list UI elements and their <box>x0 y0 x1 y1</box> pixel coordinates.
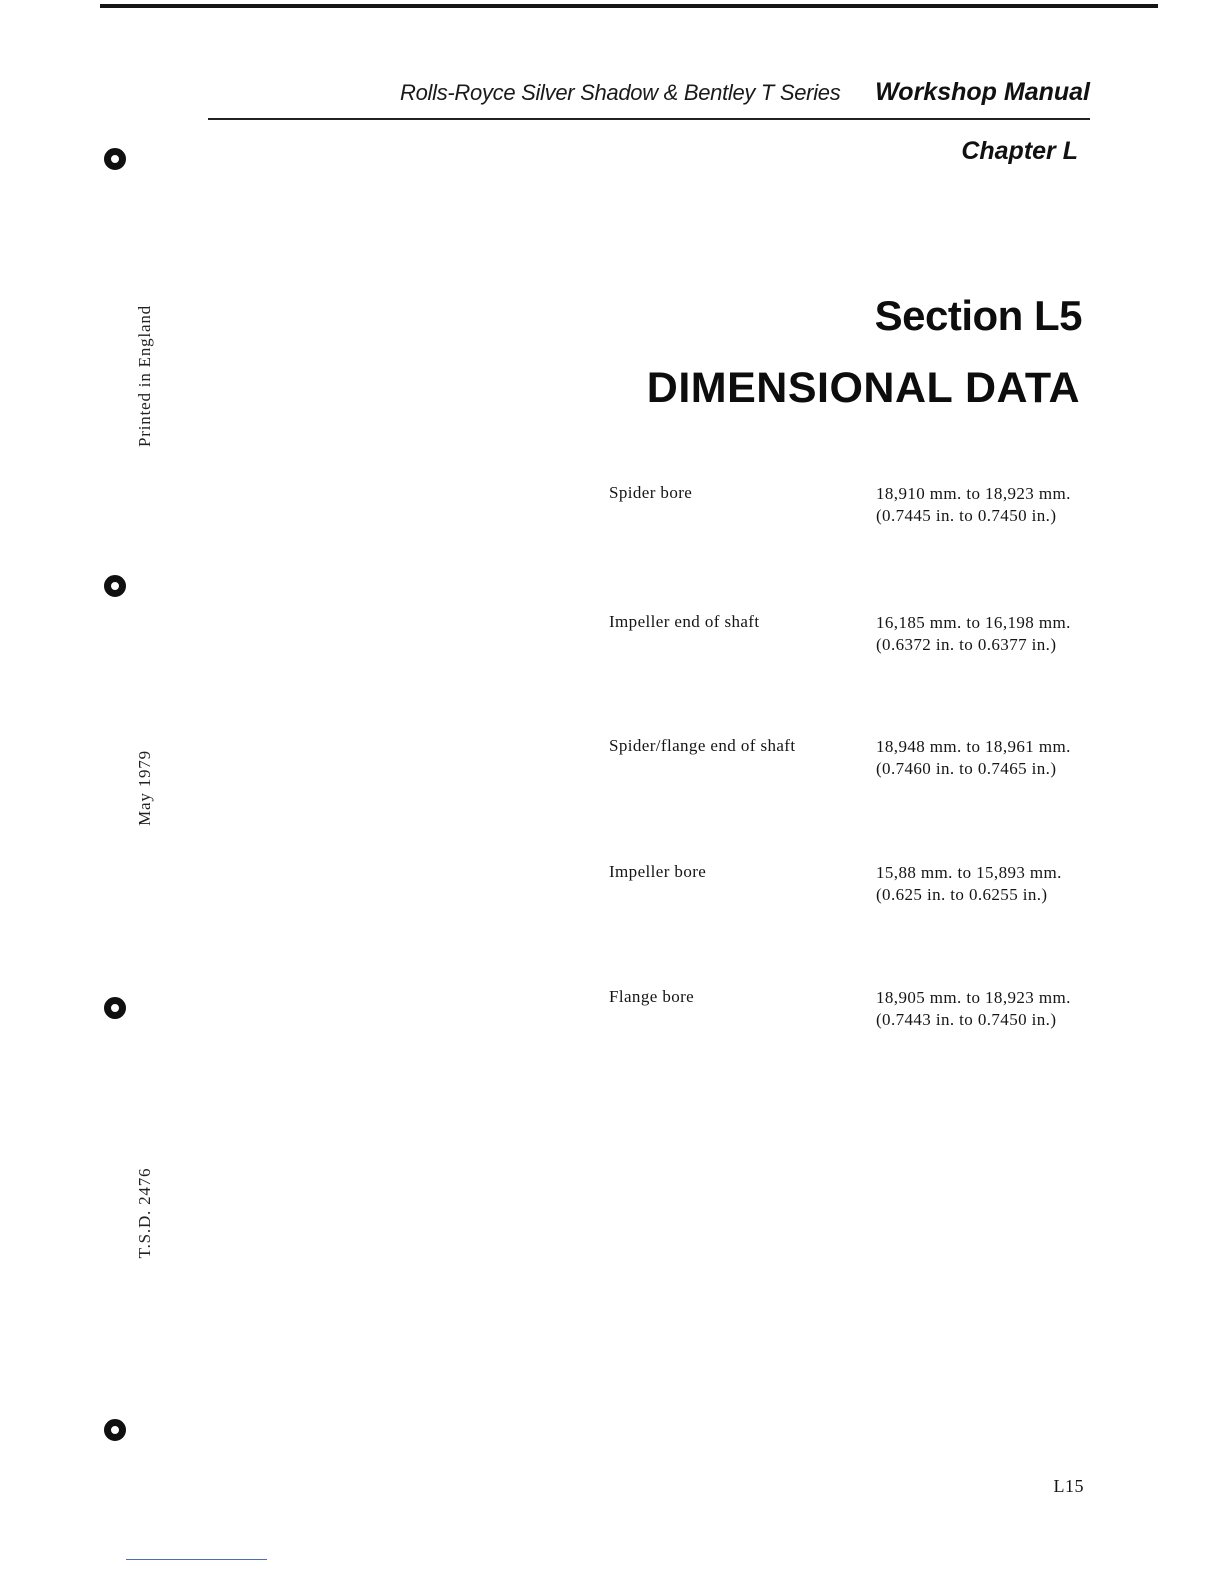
imperial-value: (0.625 in. to 0.6255 in.) <box>876 885 1048 904</box>
punch-hole-icon <box>104 1419 126 1441</box>
punch-hole-icon <box>104 997 126 1019</box>
header-rule <box>208 118 1090 120</box>
data-row-label: Impeller bore <box>609 862 707 881</box>
data-row-values <box>876 483 1071 527</box>
data-row-label: Spider bore <box>609 483 693 502</box>
imperial-value: (0.7460 in. to 0.7465 in.) <box>876 759 1057 778</box>
metric-value: 18,910 mm. to 18,923 mm. <box>876 484 1071 503</box>
section-title: DIMENSIONAL DATA <box>646 364 1080 412</box>
data-row-label: Flange bore <box>609 987 695 1006</box>
printed-in-note: Printed in England <box>135 305 154 447</box>
punch-hole-icon <box>104 575 126 597</box>
punch-hole-icon <box>104 148 126 170</box>
bottom-link-underline <box>126 1559 267 1560</box>
top-edge-rule <box>100 4 1158 8</box>
data-row-impeller-bore <box>609 862 1089 912</box>
data-row-label: Impeller end of shaft <box>609 612 760 631</box>
data-row-label: Spider/flange end of shaft <box>609 736 796 755</box>
metric-value: 16,185 mm. to 16,198 mm. <box>876 613 1071 632</box>
data-row-values <box>876 736 1071 780</box>
data-row-spider-bore <box>609 483 1089 533</box>
chapter-label: Chapter L <box>961 137 1078 165</box>
metric-value: 18,948 mm. to 18,961 mm. <box>876 737 1071 756</box>
imperial-value: (0.7443 in. to 0.7450 in.) <box>876 1010 1057 1029</box>
manual-header-label: Workshop Manual <box>875 78 1090 106</box>
issue-date-note: May 1979 <box>135 750 154 826</box>
page-number: L15 <box>1053 1476 1084 1496</box>
data-row-values <box>876 987 1071 1031</box>
metric-value: 15,88 mm. to 15,893 mm. <box>876 863 1062 882</box>
imperial-value: (0.7445 in. to 0.7450 in.) <box>876 506 1057 525</box>
data-row-values <box>876 612 1071 656</box>
section-number: Section L5 <box>874 292 1082 339</box>
imperial-value: (0.6372 in. to 0.6377 in.) <box>876 635 1057 654</box>
manual-header-title: Rolls-Royce Silver Shadow & Bentley T Series <box>400 80 841 105</box>
data-row-impeller-end-of-shaft <box>609 612 1089 662</box>
data-row-spider-flange-end-of-shaft <box>609 736 1089 786</box>
data-row-values <box>876 862 1062 906</box>
metric-value: 18,905 mm. to 18,923 mm. <box>876 988 1071 1007</box>
reference-number-note: T.S.D. 2476 <box>135 1167 154 1259</box>
data-row-flange-bore <box>609 987 1089 1037</box>
